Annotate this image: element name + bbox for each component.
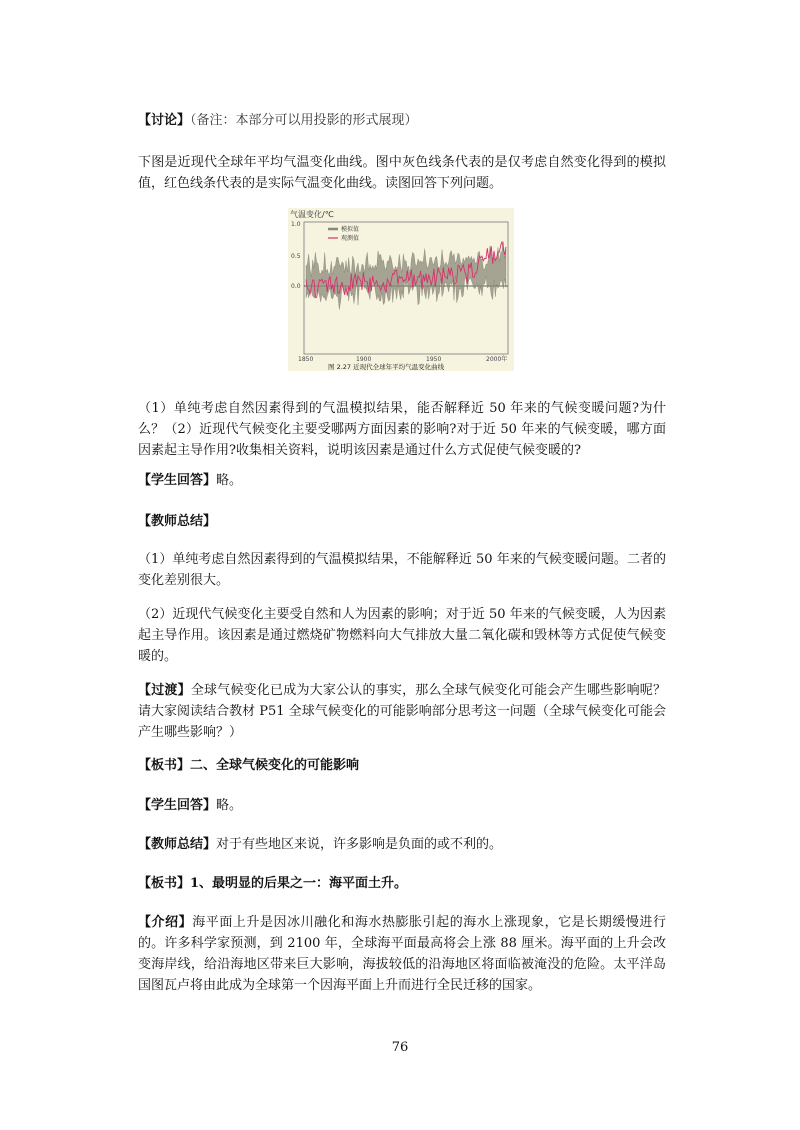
board-2-tag: 【板书】 (138, 876, 191, 891)
intro-section (138, 912, 666, 996)
board-1-text: 二、全球气候变化的可能影响 (190, 758, 360, 773)
y-axis-label: 气温变化/℃ (290, 210, 334, 219)
figure-caption: 图 2.27 近现代全球年平均气温变化曲线 (328, 363, 445, 371)
student-answer-1-text: 略。 (216, 473, 243, 488)
student-answer-2-text: 略。 (216, 798, 243, 813)
board-2-text: 1、最明显的后果之一：海平面土升。 (190, 876, 408, 891)
student-answer-2 (138, 795, 666, 816)
discussion-intro: 下图是近现代全球年平均气温变化曲线。图中灰色线条代表的是仅考虑自然变化得到的模拟值，红色线条代表的是实际气温变化曲线。读图回答下列问题。 (138, 155, 666, 191)
legend-sim-label: 模拟值 (341, 226, 360, 233)
y-tick-top: 1.0 (291, 221, 301, 228)
student-answer-1 (138, 470, 666, 491)
transition-tag: 【过渡】 (138, 683, 191, 698)
x-tick-1900: 1900 (356, 356, 372, 363)
x-tick-2000: 2000年 (486, 356, 508, 363)
discussion-note: （备注：本部分可以用投影的形式展现） (190, 113, 418, 128)
teacher-summary-1-tag: 【教师总结】 (138, 514, 217, 529)
teacher-summary-1-heading (138, 511, 666, 532)
intro-section-tag: 【介绍】 (138, 915, 193, 930)
board-2 (138, 873, 666, 894)
intro-section-text: 海平面上升是因冰川融化和海水热膨胀引起的海水上涨现象，它是长期缓慢进行的。许多科学家预测，到 2100 年，全球海平面最高将会上涨 88 厘米。海平面的上升会改变海岸线，给沿海地区带来巨大影响，海拔较低的沿海地区将面临被淹没的危险。太平洋岛国图瓦卢将由此成为全球第一个因海平面上升而进行全民迁移的国家。 (138, 915, 666, 993)
y-tick-zero: 0.0 (291, 283, 301, 290)
transition (138, 680, 666, 743)
discussion-tag: 【讨论】 (138, 113, 191, 128)
student-answer-2-tag: 【学生回答】 (138, 798, 217, 813)
x-tick-1850: 1850 (298, 356, 314, 363)
teacher-summary-2 (138, 834, 666, 855)
page-number: 76 (391, 1040, 409, 1055)
teacher-summary-1-p2: （2）近现代气候变化主要受自然和人为因素的影响；对于近 50 年来的气候变暖，人为因素起主导作用。该因素是通过燃烧矿物燃料向大气排放大量二氧化碳和毁林等方式促使气候变暖的。 (138, 607, 666, 664)
transition-text: 全球气候变化已成为大家公认的事实，那么全球气候变化可能会产生哪些影响呢？请大家阅读结合教材 P51 全球气候变化的可能影响部分思考这一问题（全球气候变化可能会产生哪些影响？） (138, 683, 666, 740)
teacher-summary-2-text: 对于有些地区来说，许多影响是负面的或不利的。 (216, 837, 503, 852)
discussion-heading (138, 110, 666, 131)
x-tick-1950: 1950 (426, 356, 442, 363)
questions: （1）单纯考虑自然因素得到的气温模拟结果，能否解释近 50 年来的气候变暖问题?为什么？（2）近现代气候变化主要受哪两方面因素的影响?对于近 50 年来的气候变暖，哪方面因素起主导作用?收集相关资料，说明该因素是通过什么方式促使气候变暖的? (138, 401, 666, 458)
teacher-summary-2-tag: 【教师总结】 (138, 837, 217, 852)
y-tick-mid: 0.5 (291, 253, 301, 260)
student-answer-1-tag: 【学生回答】 (138, 473, 217, 488)
board-1 (138, 755, 666, 776)
board-1-tag: 【板书】 (138, 758, 191, 773)
legend-obs-label: 观测值 (341, 235, 360, 242)
temperature-figure (288, 208, 514, 371)
teacher-summary-1-p1: （1）单纯考虑自然因素得到的气温模拟结果，不能解释近 50 年来的气候变暖问题。二者的变化差别很大。 (138, 552, 666, 588)
